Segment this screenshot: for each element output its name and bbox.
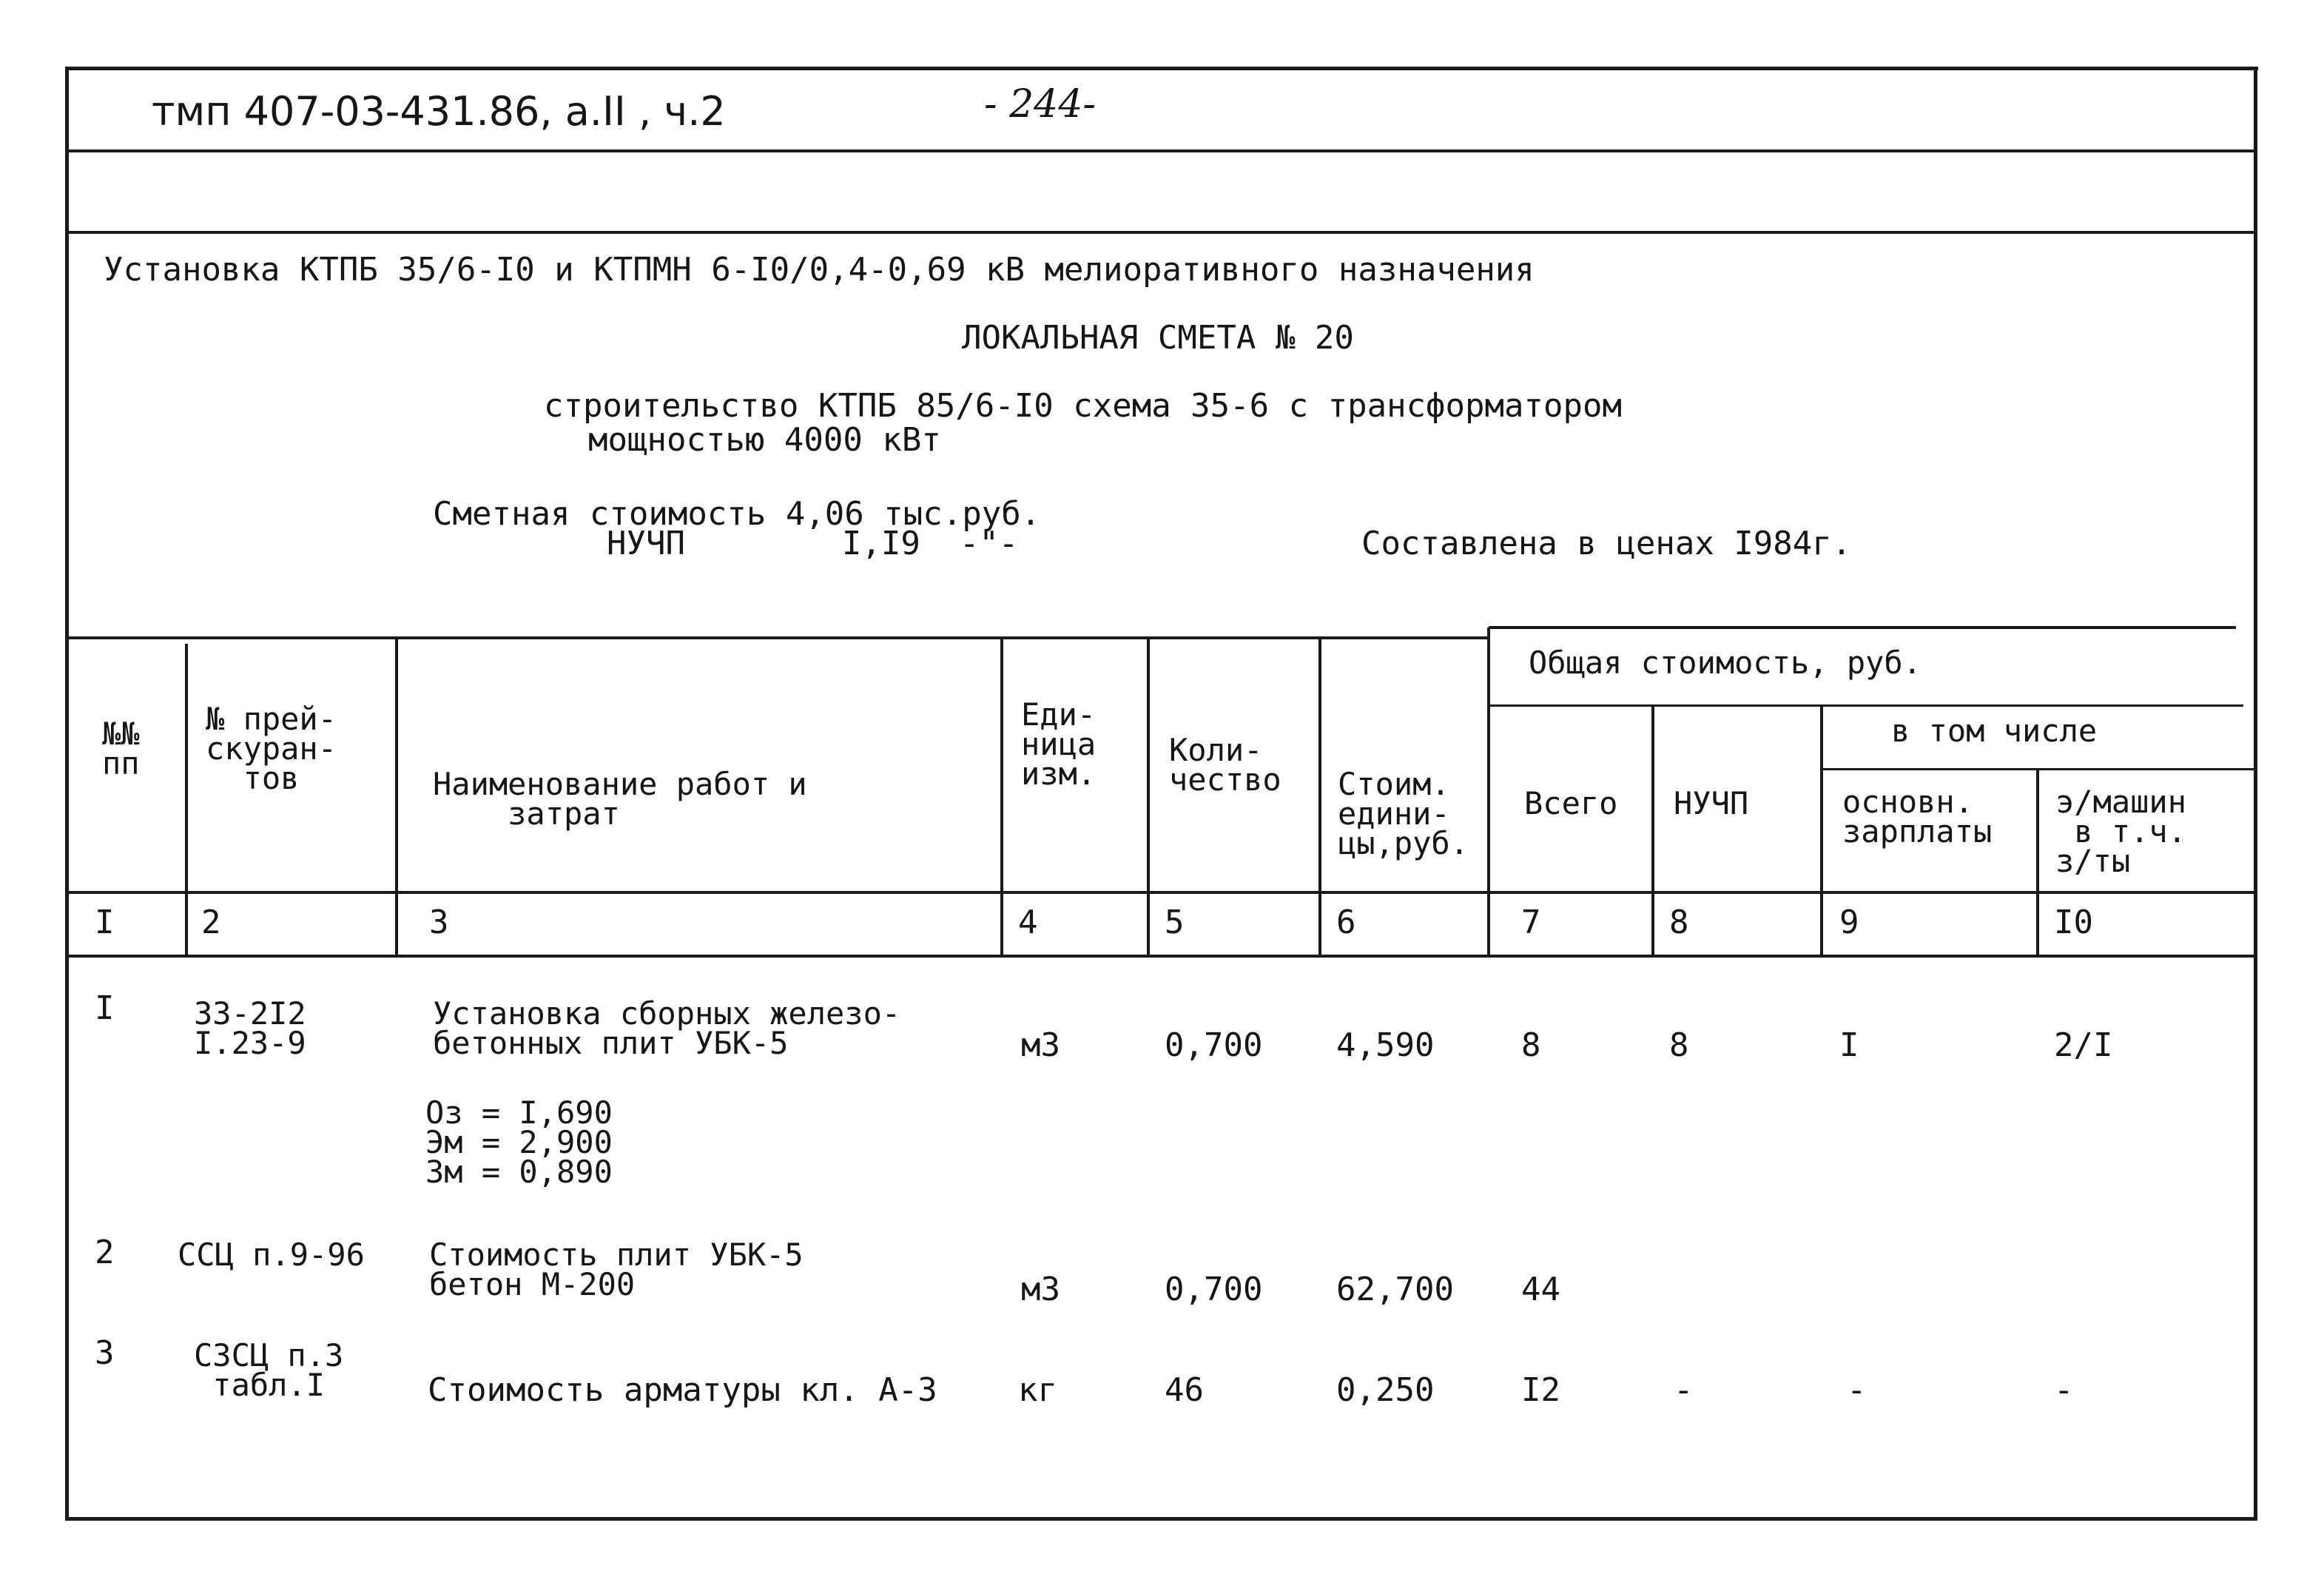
row-price-ref: ССЦ п.9-96	[178, 1237, 365, 1273]
col-header-total: Всего	[1524, 785, 1618, 821]
row-base-wage: -	[1847, 1371, 1867, 1409]
row-machines: 2/I	[2054, 1026, 2113, 1064]
page-number: - 244-	[984, 82, 1096, 127]
row-unit-cost: 0,250	[1336, 1371, 1435, 1409]
row-qty: 46	[1165, 1371, 1204, 1409]
table-top-rule	[68, 636, 1489, 639]
col-header-incl-group: в том числе	[1891, 713, 2098, 749]
row-unit: м3	[1021, 1026, 1060, 1064]
row-total: 44	[1521, 1271, 1560, 1308]
col-header-num: №№ пп	[102, 716, 140, 781]
col-number-1: I	[95, 904, 115, 941]
col-sep-8	[1820, 706, 1823, 956]
col-number-2: 2	[201, 904, 221, 941]
document-code: тмп 407-03-431.86, а.II , ч.2	[152, 88, 726, 135]
work-description-line1: строительство КТПБ 85/6-I0 схема 35-6 с трансформатором	[544, 387, 1622, 425]
nuchp-cost: НУЧП I,I9 -"-	[607, 525, 1019, 562]
row-price-ref: СЗСЦ п.3 табл.I	[194, 1337, 344, 1403]
frame-top	[68, 67, 2258, 70]
col-header-name: Наименование работ и затрат	[433, 766, 807, 832]
row-qty: 0,700	[1165, 1026, 1263, 1064]
row-total: 8	[1521, 1026, 1541, 1064]
row-notes: Оз = I,690 Эм = 2,900 Зм = 0,890	[425, 1094, 613, 1190]
col-number-3: 3	[429, 904, 449, 941]
col-sep-3	[1000, 638, 1003, 956]
col-sep-7	[1651, 706, 1654, 956]
estimated-cost: Сметная стоимость 4,06 тыс.руб.	[433, 495, 1041, 533]
col-number-7: 7	[1521, 904, 1541, 941]
row-unit-cost: 62,700	[1336, 1271, 1454, 1308]
price-basis: Составлена в ценах I984г.	[1361, 525, 1852, 562]
col-header-price-ref: № прей- скуран- тов	[206, 701, 337, 796]
stamp-divider	[68, 149, 2257, 152]
frame-bottom	[65, 1517, 2257, 1521]
col-header-unit-cost: Стоим. едини- цы,руб.	[1338, 766, 1469, 861]
row-num: I	[95, 989, 115, 1027]
col-sep-4	[1147, 638, 1150, 956]
col-number-5: 5	[1165, 904, 1185, 941]
row-base-wage: I	[1839, 1026, 1859, 1064]
incl-group-rule	[1822, 768, 2257, 770]
row-name: Стоимость плит УБК-5 бетон М-200	[429, 1237, 804, 1302]
row-nuchp: -	[1674, 1371, 1694, 1409]
col-header-total-group: Общая стоимость, руб.	[1529, 645, 1922, 681]
row-unit-cost: 4,590	[1336, 1026, 1435, 1064]
row-qty: 0,700	[1165, 1271, 1263, 1308]
col-sep-6	[1487, 628, 1490, 956]
row-unit: м3	[1021, 1271, 1060, 1308]
col-number-8: 8	[1669, 904, 1689, 941]
work-description-line2: мощностью 4000 кВт	[588, 421, 941, 459]
row-price-ref: 33-2I2 I.23-9	[194, 995, 306, 1061]
table-top-rule-right	[1489, 626, 2236, 629]
col-sep-5	[1318, 638, 1321, 956]
row-name: Стоимость арматуры кл. А-3	[428, 1371, 937, 1409]
col-header-nuchp: НУЧП	[1674, 785, 1749, 821]
frame-left	[65, 67, 69, 1521]
row-num: 3	[95, 1334, 115, 1372]
row-total: I2	[1521, 1371, 1560, 1409]
col-number-4: 4	[1018, 904, 1038, 941]
row-num: 2	[95, 1234, 115, 1271]
row-unit: кг	[1018, 1371, 1057, 1409]
estimate-title: ЛОКАЛЬНАЯ СМЕТА № 20	[962, 319, 1354, 357]
col-number-9: 9	[1839, 904, 1859, 941]
estimate-subject: Установка КТПБ 35/6-I0 и КТПМН 6-I0/0,4-0,69 кВ мелиоративного назначения	[104, 251, 1535, 289]
blank-band-divider	[68, 231, 2257, 234]
col-header-base-wage: основн. зарплаты	[1842, 784, 1993, 850]
row-name: Установка сборных железо- бетонных плит УБК-5	[433, 995, 901, 1061]
col-header-unit: Еди- ница изм.	[1021, 696, 1097, 792]
row-machines: -	[2054, 1371, 2074, 1409]
total-group-rule	[1489, 704, 2243, 707]
col-header-machines: э/машин в т.ч. з/ты	[2055, 784, 2187, 879]
col-header-qty: Коли- чество	[1169, 732, 1281, 798]
frame-right	[2254, 67, 2257, 1521]
col-number-10: I0	[2054, 904, 2093, 941]
col-number-6: 6	[1336, 904, 1356, 941]
col-sep-2	[395, 638, 398, 956]
col-sep-1	[185, 644, 188, 956]
row-nuchp: 8	[1669, 1026, 1689, 1064]
col-sep-9	[2036, 770, 2039, 956]
